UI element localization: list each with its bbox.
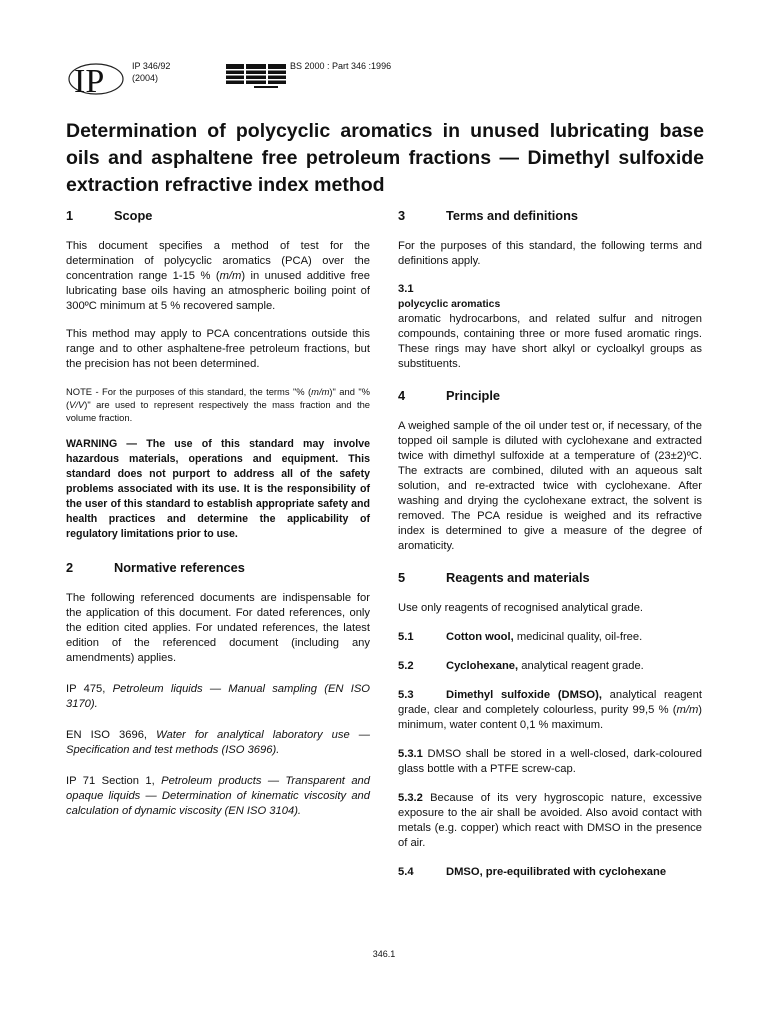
right-column: [398, 208, 702, 893]
scope-paragraph-2: This method may apply to PCA concentrations outside this range and to other asphaltene-free petroleum fractions, but the precision has not been determined.: [66, 328, 370, 370]
scope-paragraph-1: This document specifies a method of test for the determination of polycyclic aromatics (PCA) over the concentration range 1-15 % (m/m) in unused additive free lubricating base oils having an atmospheric boiling point of 300ºC minimum at 5 % recovered sample.: [66, 240, 370, 312]
document-title: Determination of polycyclic aromatics in unused lubricating base oils and asphaltene free petroleum fractions — Dimethyl sulfoxide extraction refractive index method: [66, 120, 704, 196]
section-heading-scope: 1 Scope: [66, 208, 153, 223]
reagent-5-1: 5.1 Cotton wool, medicinal quality, oil-free.: [398, 631, 643, 643]
reagent-5-3-2: 5.3.2 Because of its very hygroscopic nature, excessive exposure to the air shall be avoided. Also avoid contact with metals (e.g. copper) which react with DMSO in the presence of air.: [398, 792, 702, 849]
section-heading-normative: 2 Normative references: [66, 560, 245, 575]
reagents-paragraph: Use only reagents of recognised analytical grade.: [398, 602, 644, 614]
left-column: [66, 208, 370, 832]
reference-ip71: IP 71 Section 1, Petroleum products — Transparent and opaque liquids — Determination of kinematic viscosity and calculation of dynamic viscosity (EN ISO 3104).: [66, 775, 370, 817]
warning-paragraph: WARNING — The use of this standard may involve hazardous materials, operations and equipment. This standard does not purport to address all of the safety problems associated with its use. It is the responsibility of the user of this standard to establish appropriate safety and health practices and determine the applicability of regulatory limitations prior to use.: [66, 438, 370, 540]
scope-note: NOTE - For the purposes of this standard, the terms "% (m/m)" and "% (V/V)" are used to represent respectively the mass fraction and the volume fraction.: [66, 386, 370, 423]
document-header: [66, 58, 706, 98]
section-heading-principle: 4 Principle: [398, 388, 501, 403]
reagent-5-2: 5.2 Cyclohexane, analytical reagent grade.: [398, 660, 644, 672]
terms-paragraph: For the purposes of this standard, the following terms and definitions apply.: [398, 240, 702, 267]
normative-paragraph: The following referenced documents are indispensable for the application of this document. For dated references, only the edition cited applies. For undated references, the latest edition of the referenced document (including any amendments) applies.: [66, 592, 370, 664]
principle-paragraph: A weighed sample of the oil under test or, if necessary, of the topped oil sample is diluted with cyclohexane and extracted twice with dimethyl sulfoxide at a temperature of (23±2)ºC. The extracts are combined, diluted with an aqueous salt solution, and re-extracted twice with cyclohexane. After washing and drying the cyclohexane extract, the solvent is removed. The PCA residue is weighed and its refractive index is determined to give a measure of the degree of aromaticity.: [398, 420, 702, 552]
term-name: polycyclic aromatics: [398, 299, 501, 310]
ip-code: IP 346/92 (2004): [132, 61, 171, 83]
reference-ip475: IP 475, Petroleum liquids — Manual sampling (EN ISO 3170).: [66, 683, 371, 710]
page-number: 346.1: [372, 949, 396, 959]
reagent-5-3: 5.3 Dimethyl sulfoxide (DMSO), analytical reagent grade, clear and completely colourless, purity 99,5 % (m/m) minimum, water content 0,1 % maximum.: [398, 689, 702, 731]
bsi-logo: [224, 62, 288, 90]
term-definition: aromatic hydrocarbons, and related sulfur and nitrogen compounds, containing three or more fused aromatic rings. These rings may have short alkyl or cycloalkyl groups as substituents.: [398, 313, 702, 370]
section-heading-reagents: 5 Reagents and materials: [398, 570, 590, 585]
reagent-5-4: 5.4 DMSO, pre-equilibrated with cyclohexane: [398, 866, 667, 878]
ip-logo: [66, 62, 124, 96]
section-heading-terms: 3 Terms and definitions: [398, 208, 579, 223]
bs-code: BS 2000 : Part 346 :1996: [290, 61, 392, 71]
reagent-5-3-1: 5.3.1 DMSO shall be stored in a well-closed, dark-coloured glass bottle with a PTFE screw-cap.: [398, 748, 702, 775]
svg-text:IP: IP: [74, 63, 105, 96]
term-number: 3.1: [398, 283, 414, 295]
reference-iso3696: EN ISO 3696, Water for analytical laboratory use — Specification and test methods (ISO 3696).: [66, 729, 370, 756]
